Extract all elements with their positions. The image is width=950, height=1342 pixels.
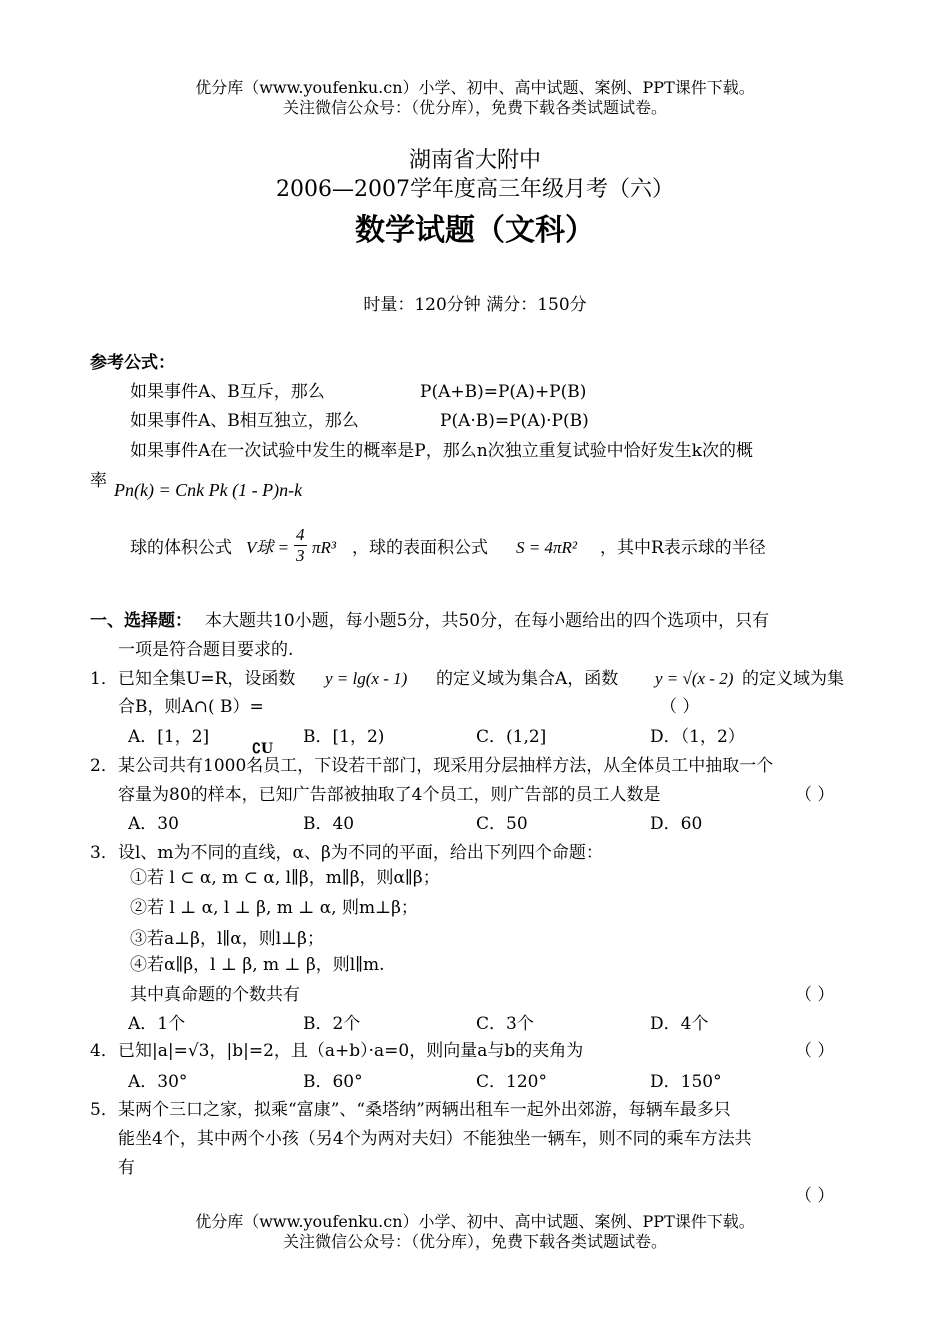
question-number: 4． (90, 1041, 118, 1061)
option-c: C．120° (476, 1072, 547, 1092)
q3-prop-4: ④若α∥β，l ⊥ β, m ⊥ β，则l∥m. (130, 955, 385, 975)
option-c: C．50 (476, 814, 528, 834)
q3-prop-3: ③若a⊥β，l∥α，则l⊥β； (130, 929, 324, 949)
header-line-2: 关注微信公众号：（优分库），免费下载各类试题试卷。 (282, 98, 667, 117)
sphere-volume-fraction (294, 525, 307, 566)
formula-3-text: 如果事件A在一次试验中发生的概率是P，那么n次独立重复试验中恰好发生k次的概 (130, 441, 753, 461)
complement-symbol: ∁U (252, 741, 274, 757)
option-b: B．60° (303, 1072, 363, 1092)
q1-func-2: y = √(x - 2) (655, 669, 734, 688)
question-number: 1． (90, 669, 118, 689)
header-line-1: 优分库（www.youfenku.cn）小学、初中、高中试题、案例、PPT课件下载。 (195, 78, 755, 97)
q2-text-line2: 容量为80的样本，已知广告部被抽取了4个员工，则广告部的员工人数是 (118, 785, 661, 805)
formula-1: P(A+B)=P(A)+P(B) (420, 382, 587, 402)
q1-func-1: y = lg(x - 1) (325, 669, 408, 688)
q5-text-line2: 能坐4个，其中两个小孩（另4个为两对夫妇）不能独坐一辆车，则不同的乘车方法共 (118, 1129, 752, 1149)
section-heading: 一、选择题： (90, 611, 192, 631)
answer-paren: （ ） (795, 1041, 835, 1061)
section-desc-2: 一项是符合题目要求的. (118, 640, 294, 660)
q3-text-end: 其中真命题的个数共有 (130, 985, 300, 1005)
option-a: A．30 (128, 814, 179, 834)
answer-paren: （ ） (795, 1186, 835, 1206)
subject-title: 数学试题（文科） (355, 213, 595, 248)
school-name: 湖南省大附中 (408, 148, 541, 173)
sphere-volume-lhs: V球 = (246, 538, 290, 557)
footer-line-1: 优分库（www.youfenku.cn）小学、初中、高中试题、案例、PPT课件下载。 (195, 1212, 755, 1231)
q1-text-b: 的定义域为集合A，函数 (436, 669, 619, 689)
formula-1-text: 如果事件A、B互斥，那么 (130, 382, 325, 402)
q4-text-line1: 已知|a|=√3，|b|=2，且（a+b）·a=0，则向量a与b的夹角为 (118, 1041, 584, 1061)
formulas-heading: 参考公式： (90, 353, 175, 373)
option-a: A．30° (128, 1072, 188, 1092)
question-number: 2． (90, 756, 118, 776)
option-d: D．4个 (650, 1014, 709, 1034)
option-c: C．3个 (476, 1014, 534, 1034)
formula-3-cont: 率 (90, 471, 107, 491)
section-desc-1: 本大题共10小题，每小题5分，共50分，在每小题给出的四个选项中，只有 (205, 611, 770, 631)
sphere-volume-rhs: πR³ (312, 538, 336, 557)
q1-text-c: 的定义域为集 (742, 669, 844, 689)
q2-text-line1: 某公司共有1000名员工，下设若干部门，现采用分层抽样方法，从全体员工中抽取一个 (118, 756, 774, 776)
option-b: B．2个 (303, 1014, 361, 1034)
q1-text-a: 已知全集U=R，设函数 (118, 669, 296, 689)
sphere-volume-text: 球的体积公式 (130, 538, 232, 558)
sphere-area-formula: S = 4πR² (516, 538, 577, 557)
option-d: D．150° (650, 1072, 722, 1092)
sphere-tail: ，其中R表示球的半径 (600, 538, 766, 558)
footer-line-2: 关注微信公众号：（优分库），免费下载各类试题试卷。 (282, 1232, 667, 1251)
fraction-denominator: 3 (296, 546, 305, 565)
q3-prop-2: ②若 l ⊥ α, l ⊥ β, m ⊥ α, 则m⊥β； (130, 898, 418, 918)
q5-text-line3: 有 (118, 1158, 135, 1178)
question-number: 3． (90, 843, 118, 863)
formula-2-text: 如果事件A、B相互独立，那么 (130, 411, 359, 431)
answer-paren: （ ） (795, 785, 835, 805)
answer-paren: （ ） (660, 697, 700, 717)
answer-paren: （ ） (795, 985, 835, 1005)
fraction-numerator: 4 (296, 525, 305, 544)
question-number: 5． (90, 1100, 118, 1120)
formula-2: P(A·B)=P(A)·P(B) (440, 411, 589, 431)
option-a: A．1个 (128, 1014, 186, 1034)
exam-title: 2006—2007学年度高三年级月考（六） (276, 177, 674, 202)
sphere-area-text: ，球的表面积公式 (352, 538, 488, 558)
option-d: D．（1，2） (650, 727, 745, 747)
option-d: D．60 (650, 814, 703, 834)
q3-prop-1: ①若 l ⊂ α, m ⊂ α, l∥β，m∥β，则α∥β； (130, 868, 440, 888)
formula-3: Pn(k) = Cnk Pk (1 - P)n-k (114, 480, 303, 500)
time-info: 时量：120分钟 满分：150分 (363, 295, 587, 315)
option-a: A．[1，2] (128, 727, 210, 747)
q3-text-line1: 设l、m为不同的直线，α、β为不同的平面，给出下列四个命题： (118, 843, 603, 863)
option-c: C．(1,2] (476, 727, 547, 747)
option-b: B．[1，2) (303, 727, 385, 747)
q5-text-line1: 某两个三口之家，拟乘“富康”、“桑塔纳”两辆出租车一起外出郊游，每辆车最多只 (118, 1100, 731, 1120)
option-b: B．40 (303, 814, 355, 834)
q1-text-line2: 合B，则A∩( B）= (118, 697, 264, 717)
